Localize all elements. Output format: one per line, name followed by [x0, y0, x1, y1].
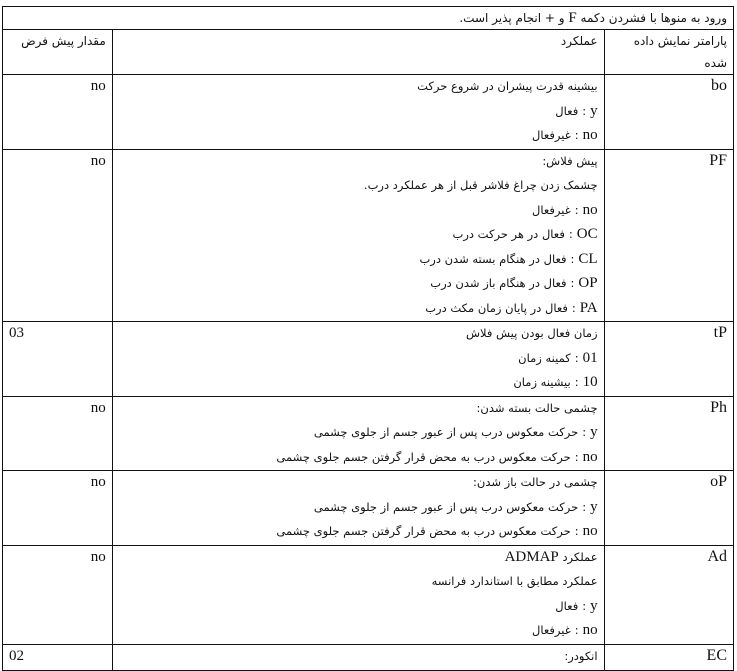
param-code: tP [604, 322, 733, 397]
function-cell [112, 322, 604, 397]
table-row [3, 545, 734, 644]
intro-note [3, 7, 734, 30]
table-row [3, 396, 734, 471]
description-line: بیشینه قدرت پیشران در شروع حرکت [417, 79, 598, 93]
option-line: y:فعال [555, 597, 598, 614]
default-value: 03 [3, 322, 113, 397]
function-cell [112, 644, 604, 670]
description-line: پیش فلاش: [542, 153, 598, 168]
default-value: no [3, 545, 113, 644]
description-line: چشمک زدن چراغ فلاشر قبل از هر عملکرد درب. [363, 178, 598, 192]
table-row [3, 322, 734, 397]
description-line: انکودر: [564, 648, 598, 663]
header-row [3, 30, 734, 75]
header-function: عملکرد [112, 30, 604, 75]
option-line: CL:فعال در هنگام بسته شدن درب [419, 250, 598, 267]
option-line: y:حرکت معکوس درب پس از عبور جسم از جلوی چشمی [313, 498, 598, 515]
function-cell [112, 149, 604, 322]
option-line: y:فعال [555, 102, 598, 119]
function-cell [112, 545, 604, 644]
intro-text-before: ورود به منوها با فشردن دکمه [580, 11, 727, 25]
option-line: 10:بیشینه زمان [513, 374, 598, 390]
option-line: no:حرکت معکوس درب به محض قرار گرفتن جسم جلوی چشمی [276, 448, 598, 465]
table-row [3, 644, 734, 670]
table-row [3, 471, 734, 546]
default-value: 02 [3, 644, 113, 670]
table-row [3, 149, 734, 322]
intro-key-f: F [568, 10, 577, 26]
param-code: EC [604, 644, 733, 670]
header-default: مقدار پیش فرض [3, 30, 113, 75]
parameter-table [2, 6, 734, 671]
description-line: چشمی در حالت باز شدن: [473, 475, 598, 489]
param-code: PF [604, 149, 733, 322]
option-line: no:غیرفعال [531, 127, 598, 143]
function-cell [112, 75, 604, 150]
option-line: no:حرکت معکوس درب به محض قرار گرفتن جسم جلوی چشمی [276, 523, 598, 539]
option-line: 01:کمینه زمان [518, 349, 598, 366]
option-line: no:غیرفعال [531, 201, 598, 218]
param-code: bo [604, 75, 733, 150]
description-line: عملکرد مطابق با استاندارد فرانسه [431, 574, 598, 588]
description-title: عملکرد ADMAP [504, 548, 598, 565]
intro-row [3, 7, 734, 30]
option-line: OP:فعال در هنگام باز شدن درب [430, 275, 598, 291]
intro-text-after: و + انجام پذیر است. [459, 11, 565, 25]
table-row [3, 75, 734, 150]
function-cell [112, 471, 604, 546]
param-code: Ad [604, 545, 733, 644]
option-line: y:حرکت معکوس درب پس از عبور جسم از جلوی چشمی [313, 424, 598, 440]
description-line: زمان فعال بودن پیش فلاش [465, 326, 598, 340]
option-line: no:غیرفعال [531, 622, 598, 638]
default-value: no [3, 471, 113, 546]
header-param: پارامتر نمایش داده شده [604, 30, 733, 75]
function-cell [112, 396, 604, 471]
default-value: no [3, 75, 113, 150]
option-line: PA:فعال در پایان زمان مکث درب [425, 299, 598, 316]
option-line: OC:فعال در هر حرکت درب [452, 226, 598, 242]
default-value: no [3, 396, 113, 471]
param-code: Ph [604, 396, 733, 471]
description-line: چشمی حالت بسته شدن: [476, 400, 598, 415]
param-code: oP [604, 471, 733, 546]
default-value: no [3, 149, 113, 322]
